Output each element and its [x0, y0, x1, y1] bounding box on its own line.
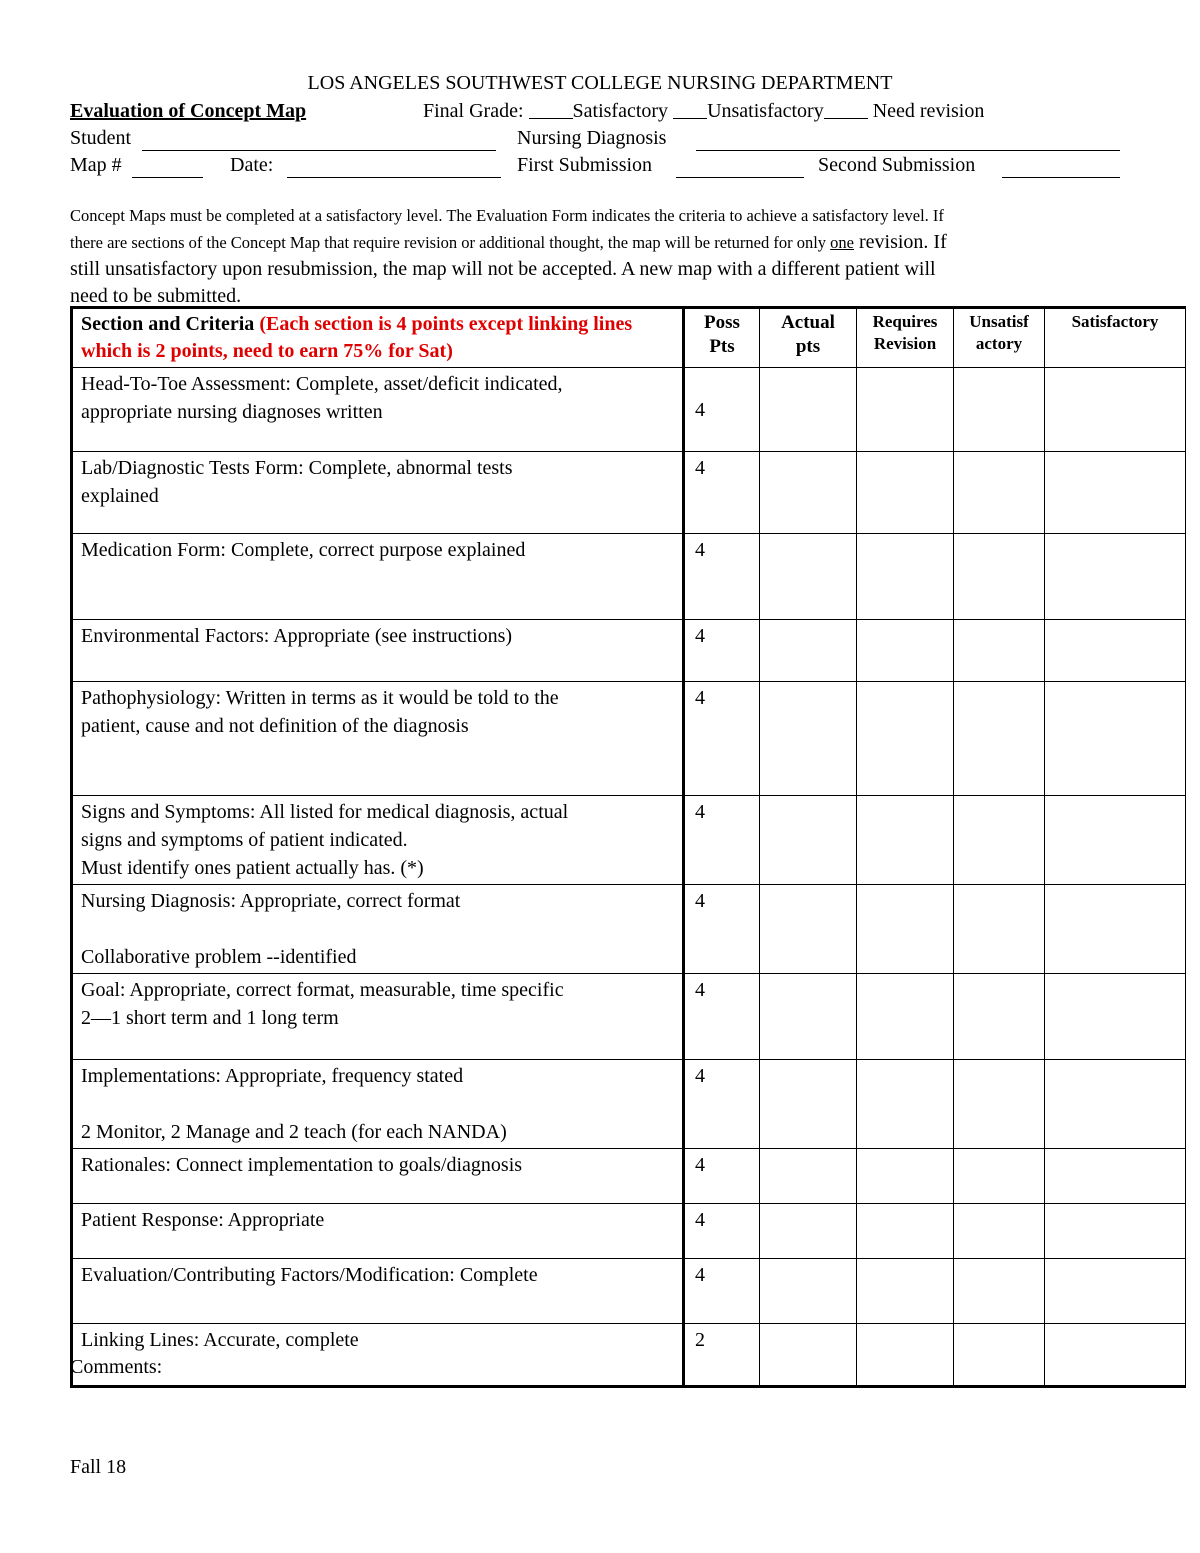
points-value: 4 [695, 890, 705, 912]
criteria-cell [72, 796, 684, 885]
criteria-line: Evaluation/Contributing Factors/Modification: Complete [81, 1264, 538, 1286]
table-row [72, 1259, 1186, 1324]
unsatisfactory-cell[interactable] [954, 1259, 1045, 1324]
instructions-paragraph [70, 202, 1130, 310]
criteria-line: Implementations: Appropriate, frequency stated [81, 1065, 464, 1087]
unsatisfactory-cell[interactable] [954, 885, 1045, 974]
points-cell [684, 1259, 760, 1324]
criteria-line: Lab/Diagnostic Tests Form: Complete, abnormal tests [81, 457, 513, 479]
need-revision-blank[interactable] [824, 100, 868, 119]
points-value: 4 [695, 1154, 705, 1176]
criteria-cell [72, 885, 684, 974]
criteria-line: patient, cause and not definition of the diagnosis [81, 715, 469, 737]
instructions-underlined-word: one [830, 233, 854, 252]
criteria-line: 2 Monitor, 2 Manage and 2 teach (for each NANDA) [81, 1121, 507, 1143]
criteria-cell [72, 620, 684, 682]
table-row [72, 1149, 1186, 1204]
table-row [72, 682, 1186, 796]
satisfactory-cell[interactable] [1045, 1204, 1186, 1259]
criteria-cell [72, 1204, 684, 1259]
requires-revision-cell[interactable] [857, 1324, 954, 1387]
criteria-cell [72, 1324, 684, 1387]
actual-pts-cell[interactable] [760, 885, 857, 974]
table-header-row [72, 308, 1186, 368]
header-line-map [70, 154, 1130, 181]
actual-pts-cell[interactable] [760, 452, 857, 534]
points-value: 4 [695, 1065, 705, 1087]
nursing-diagnosis-label: Nursing Diagnosis [517, 127, 667, 149]
points-value: 4 [695, 801, 705, 823]
criteria-line: appropriate nursing diagnoses written [81, 401, 383, 423]
unsatisfactory-cell[interactable] [954, 974, 1045, 1060]
satisfactory-blank[interactable] [529, 100, 573, 119]
first-submission-field[interactable] [676, 154, 804, 178]
unsatisfactory-blank[interactable] [673, 100, 707, 119]
final-grade-group [423, 100, 984, 123]
points-cell [684, 1060, 760, 1149]
points-value: 2 [695, 1329, 705, 1351]
nursing-diagnosis-field[interactable] [696, 127, 1120, 151]
satisfactory-cell[interactable] [1045, 1259, 1186, 1324]
form-title: Evaluation of Concept Map [70, 100, 307, 122]
criteria-line: Must identify ones patient actually has. (*) [81, 857, 424, 879]
satisfactory-cell[interactable] [1045, 620, 1186, 682]
criteria-line: Signs and Symptoms: All listed for medical diagnosis, actual [81, 801, 569, 823]
requires-revision-cell[interactable] [857, 368, 954, 452]
requires-revision-cell[interactable] [857, 620, 954, 682]
satisfactory-cell[interactable] [1045, 885, 1186, 974]
footer-term: Fall 18 [70, 1456, 127, 1478]
points-value: 4 [695, 1209, 705, 1231]
student-label: Student [70, 127, 132, 149]
points-value: 4 [695, 399, 705, 421]
satisfactory-label: Satisfactory [572, 100, 669, 122]
table-row [72, 1204, 1186, 1259]
points-cell [684, 974, 760, 1060]
points-cell [684, 1324, 760, 1387]
criteria-line: 2—1 short term and 1 long term [81, 1007, 339, 1029]
criteria-cell [72, 974, 684, 1060]
instructions-line-2-end: revision. If [853, 231, 947, 253]
criteria-cell [72, 1060, 684, 1149]
requires-revision-cell[interactable] [857, 885, 954, 974]
points-cell [684, 452, 760, 534]
criteria-line: Environmental Factors: Appropriate (see instructions) [81, 625, 513, 647]
satisfactory-cell[interactable] [1045, 368, 1186, 452]
criteria-line: Nursing Diagnosis: Appropriate, correct format [81, 890, 461, 912]
satisfactory-cell[interactable] [1045, 1324, 1186, 1387]
satisfactory-cell[interactable] [1045, 452, 1186, 534]
actual-pts-cell[interactable] [760, 1149, 857, 1204]
second-submission-field[interactable] [1002, 154, 1120, 178]
table-row [72, 885, 1186, 974]
unsatisfactory-cell[interactable] [954, 1324, 1045, 1387]
table-row [72, 974, 1186, 1060]
points-cell [684, 368, 760, 452]
criteria-line: Rationales: Connect implementation to goals/diagnosis [81, 1154, 523, 1176]
criteria-line: Goal: Appropriate, correct format, measurable, time specific [81, 979, 564, 1001]
table-row [72, 620, 1186, 682]
points-cell [684, 885, 760, 974]
points-value: 4 [695, 1264, 705, 1286]
criteria-header [72, 308, 684, 368]
date-label: Date: [230, 154, 274, 176]
instructions-line-1: Concept Maps must be completed at a satisfactory level. The Evaluation Form indicates the criteria to achieve a satisfactory level. If [70, 206, 944, 225]
requires-revision-cell[interactable] [857, 534, 954, 620]
satisfactory-header: Satisfactory [1045, 308, 1186, 368]
criteria-line [81, 915, 674, 943]
requires-revision-header: Requires Revision [857, 308, 954, 368]
unsatisfactory-label: Unsatisfactory [707, 100, 824, 122]
criteria-header-note: (Each section is 4 points except linking lines which is 2 points, need to earn 75% for Sat) [81, 313, 633, 362]
table-row [72, 534, 1186, 620]
comments-label: Comments: [70, 1356, 163, 1378]
table-row [72, 368, 1186, 452]
requires-revision-cell[interactable] [857, 1259, 954, 1324]
points-value: 4 [695, 539, 705, 561]
instructions-line-3: still unsatisfactory upon resubmission, the map will not be accepted. A new map with a different patient will [70, 258, 936, 280]
satisfactory-cell[interactable] [1045, 1060, 1186, 1149]
map-number-label: Map # [70, 154, 122, 176]
criteria-header-label: Section and Criteria [81, 313, 260, 335]
requires-revision-cell[interactable] [857, 1060, 954, 1149]
actual-pts-cell[interactable] [760, 1060, 857, 1149]
unsatisfactory-cell[interactable] [954, 620, 1045, 682]
points-cell [684, 620, 760, 682]
satisfactory-cell[interactable] [1045, 682, 1186, 796]
requires-revision-cell[interactable] [857, 974, 954, 1060]
unsatisfactory-cell[interactable] [954, 452, 1045, 534]
instructions-line-2 [70, 229, 1130, 256]
unsatisfactory-cell[interactable] [954, 682, 1045, 796]
date-field[interactable] [287, 154, 501, 178]
evaluation-table [70, 306, 1186, 1388]
actual-pts-cell[interactable] [760, 1204, 857, 1259]
requires-revision-cell[interactable] [857, 1149, 954, 1204]
instructions-line-2-start: there are sections of the Concept Map that require revision or additional thought, the map will be returned for only [70, 233, 831, 252]
satisfactory-cell[interactable] [1045, 974, 1186, 1060]
requires-revision-cell[interactable] [857, 682, 954, 796]
criteria-line: Pathophysiology: Written in terms as it would be told to the [81, 687, 559, 709]
criteria-line: Patient Response: Appropriate [81, 1209, 325, 1231]
actual-pts-cell[interactable] [760, 368, 857, 452]
requires-revision-cell[interactable] [857, 796, 954, 885]
criteria-cell [72, 1259, 684, 1324]
unsatisfactory-cell[interactable] [954, 1204, 1045, 1259]
actual-pts-cell[interactable] [760, 620, 857, 682]
satisfactory-cell[interactable] [1045, 796, 1186, 885]
unsatisfactory-header: Unsatisf actory [954, 308, 1045, 368]
header-line-grade [70, 100, 1130, 127]
table-row [72, 1324, 1186, 1387]
criteria-line: Medication Form: Complete, correct purpose explained [81, 539, 526, 561]
table-row [72, 1060, 1186, 1149]
criteria-line: Head-To-Toe Assessment: Complete, asset/deficit indicated, [81, 373, 563, 395]
table-body [72, 368, 1186, 1387]
criteria-line: signs and symptoms of patient indicated. [81, 829, 408, 851]
points-cell [684, 682, 760, 796]
actual-pts-cell[interactable] [760, 534, 857, 620]
first-submission-label: First Submission [517, 154, 653, 176]
unsatisfactory-cell[interactable] [954, 796, 1045, 885]
points-value: 4 [695, 457, 705, 479]
institution-title: LOS ANGELES SOUTHWEST COLLEGE NURSING DEPARTMENT [307, 72, 893, 94]
table-row [72, 796, 1186, 885]
unsatisfactory-cell[interactable] [954, 1149, 1045, 1204]
final-grade-label: Final Grade: [423, 100, 524, 122]
points-cell [684, 796, 760, 885]
points-cell [684, 534, 760, 620]
actual-pts-cell[interactable] [760, 1259, 857, 1324]
criteria-cell [72, 368, 684, 452]
points-cell [684, 1204, 760, 1259]
points-value: 4 [695, 625, 705, 647]
actual-pts-cell[interactable] [760, 796, 857, 885]
instructions-line-4: need to be submitted. [70, 285, 242, 307]
table-row [72, 452, 1186, 534]
points-value: 4 [695, 687, 705, 709]
need-revision-label: Need revision [872, 100, 985, 122]
criteria-line [81, 1090, 674, 1118]
points-value: 4 [695, 979, 705, 1001]
second-submission-label: Second Submission [818, 154, 976, 176]
criteria-line: Collaborative problem --identified [81, 946, 357, 968]
header-line-student [70, 127, 1130, 154]
criteria-cell [72, 682, 684, 796]
criteria-cell [72, 1149, 684, 1204]
actual-pts-cell[interactable] [760, 974, 857, 1060]
requires-revision-cell[interactable] [857, 1204, 954, 1259]
map-number-field[interactable] [132, 154, 203, 178]
criteria-line: Linking Lines: Accurate, complete [81, 1329, 359, 1351]
criteria-line: explained [81, 485, 159, 507]
satisfactory-cell[interactable] [1045, 534, 1186, 620]
actual-pts-header: Actual pts [760, 308, 857, 368]
satisfactory-cell[interactable] [1045, 1149, 1186, 1204]
actual-pts-cell[interactable] [760, 1324, 857, 1387]
poss-pts-header: Poss Pts [684, 308, 760, 368]
points-cell [684, 1149, 760, 1204]
unsatisfactory-cell[interactable] [954, 368, 1045, 452]
criteria-cell [72, 452, 684, 534]
criteria-cell [72, 534, 684, 620]
requires-revision-cell[interactable] [857, 452, 954, 534]
actual-pts-cell[interactable] [760, 682, 857, 796]
unsatisfactory-cell[interactable] [954, 534, 1045, 620]
unsatisfactory-cell[interactable] [954, 1060, 1045, 1149]
student-field[interactable] [142, 127, 496, 151]
